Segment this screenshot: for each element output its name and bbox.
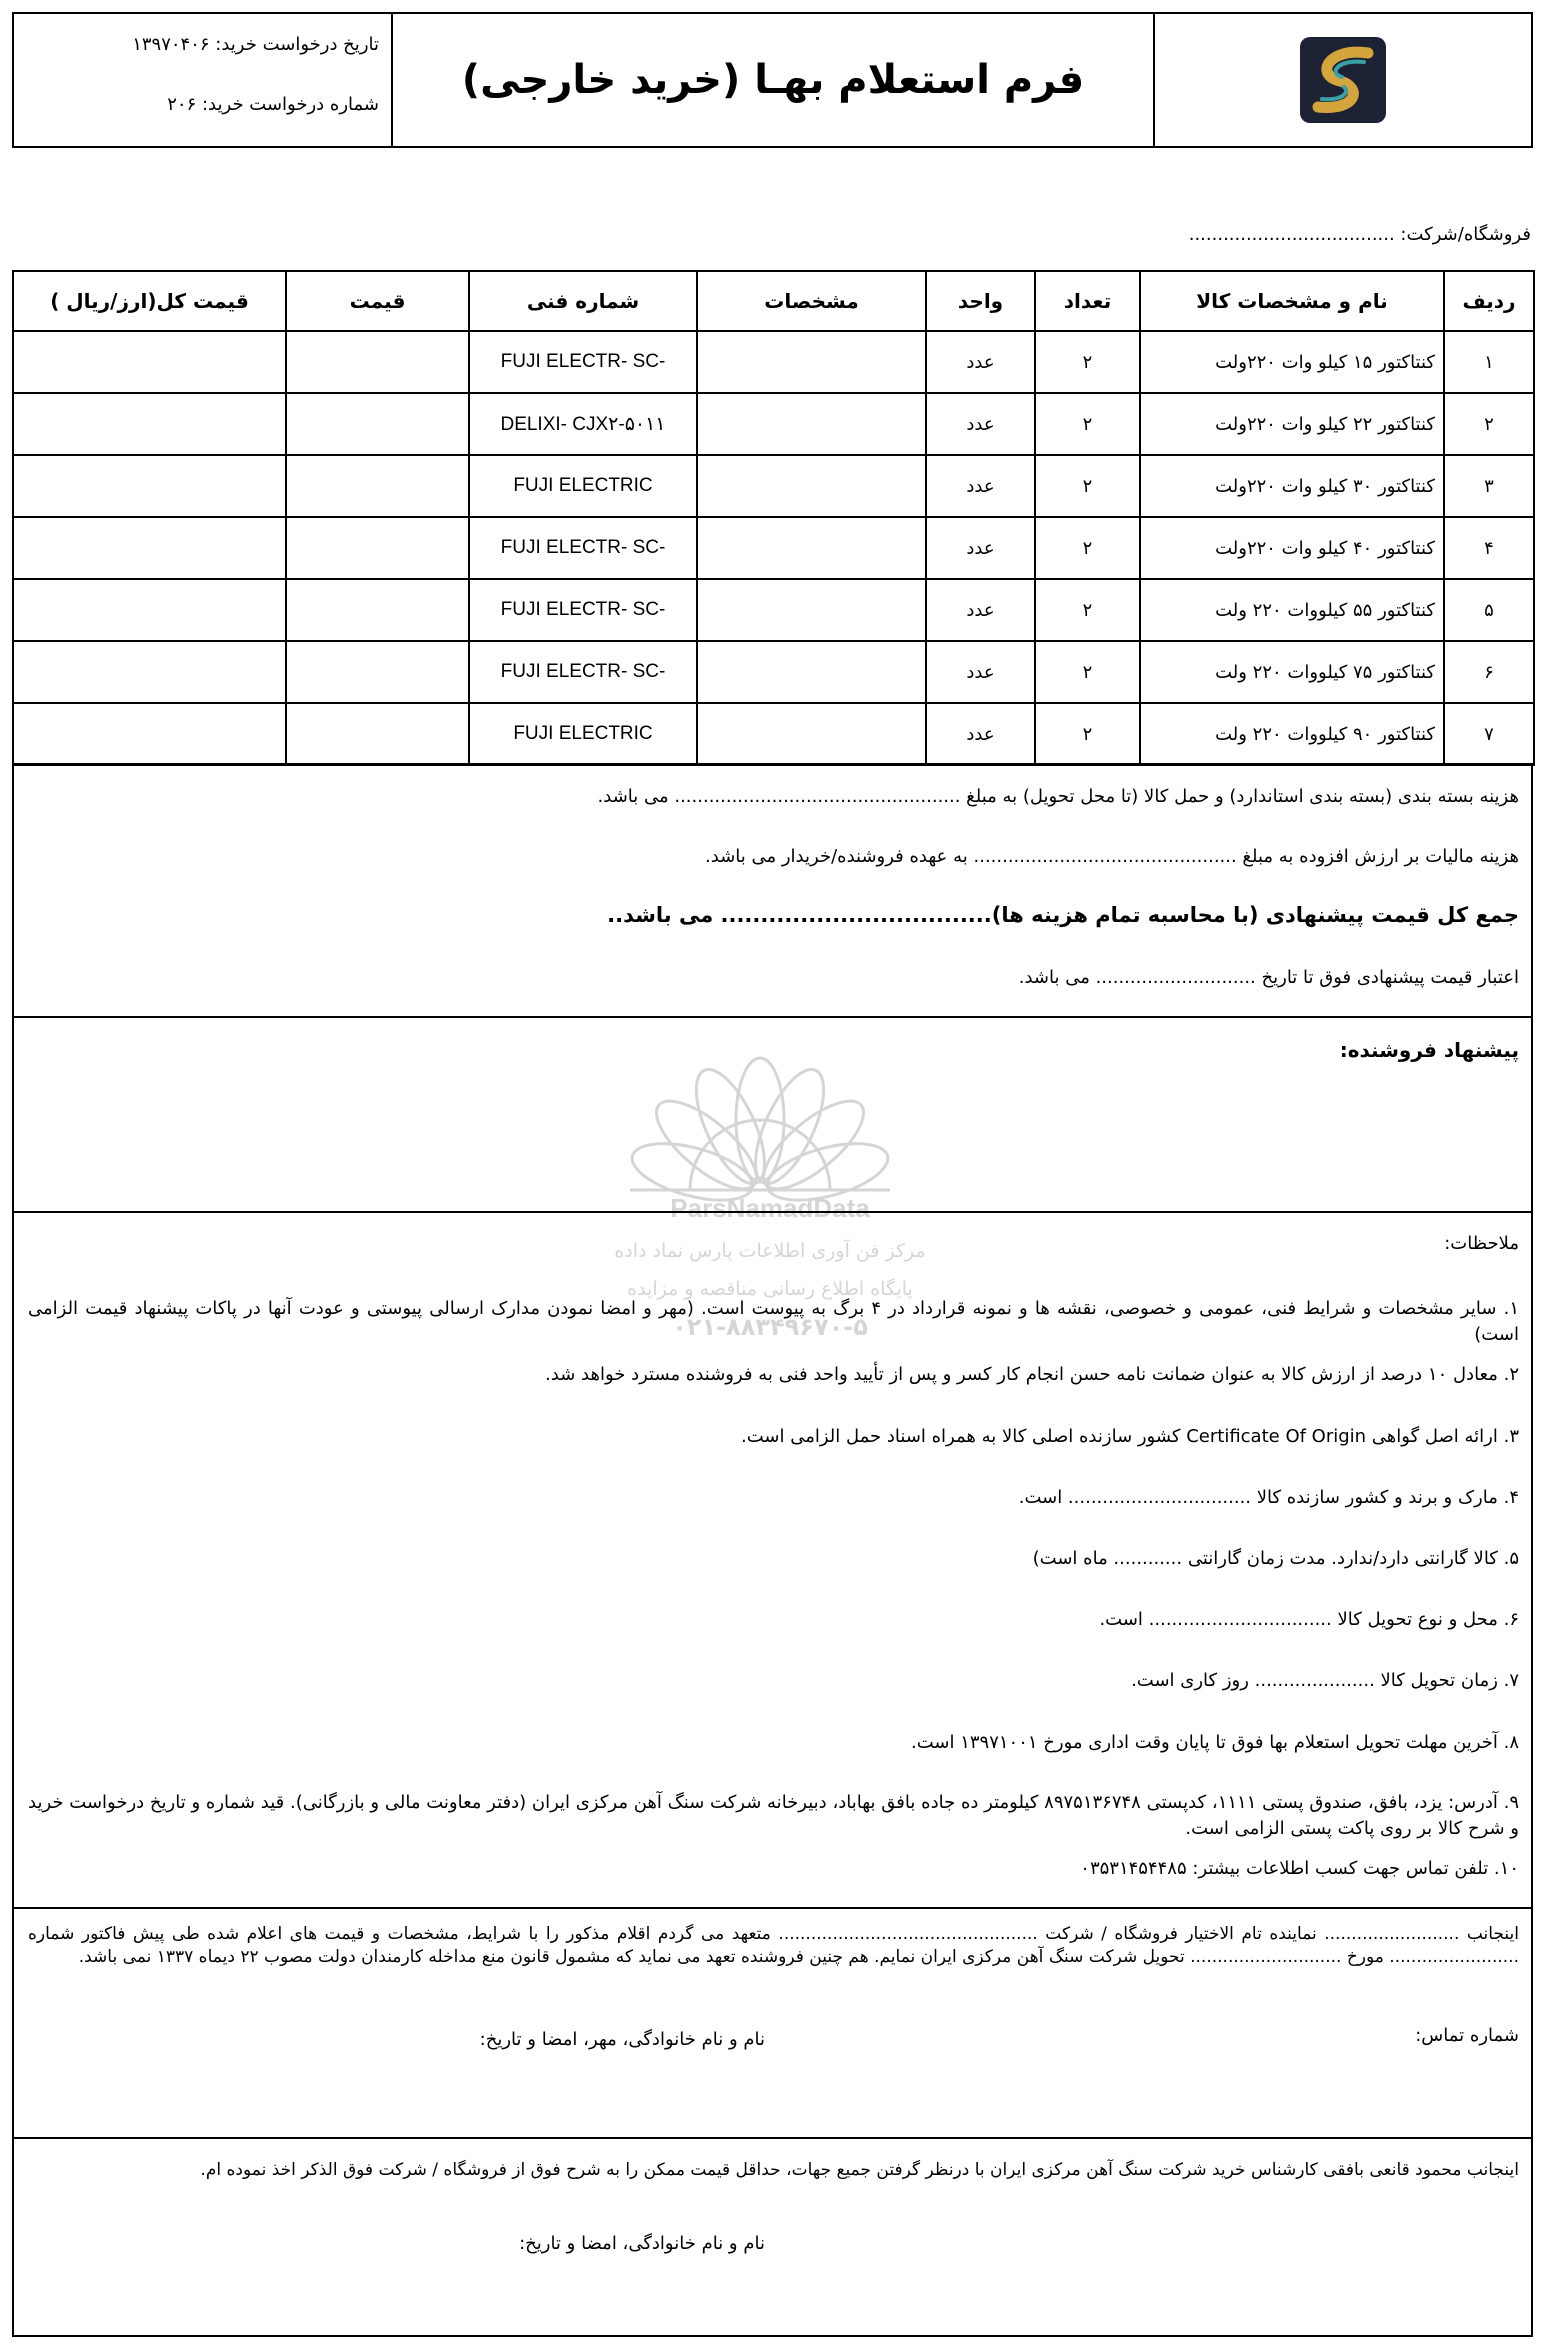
row-number: ۲ bbox=[1444, 393, 1534, 455]
company-logo-icon bbox=[1298, 35, 1388, 125]
item-quantity: ۲ bbox=[1035, 517, 1140, 579]
title-cell bbox=[391, 14, 1153, 146]
column-header-item-name: نام و مشخصات کالا bbox=[1140, 271, 1444, 331]
item-unit: عدد bbox=[926, 641, 1035, 703]
table-row bbox=[13, 579, 1534, 641]
watermark-line-2: پایگاه اطلاع رسانی مناقصه و مزایده bbox=[627, 1278, 913, 1300]
remark-item: ۴. مارک و برند و کشور سازنده کالا ................................ است. bbox=[1018, 1487, 1519, 1508]
item-price bbox=[286, 455, 469, 517]
contact-number-label: شماره تماس: bbox=[1415, 2025, 1519, 2046]
costs-section bbox=[12, 763, 1533, 1018]
total-price-line: جمع کل قیمت پیشنهادی (با محاسبه تمام هزینه ها).................................. می باشد.. bbox=[607, 903, 1519, 927]
column-header-part-number: شماره فنی bbox=[469, 271, 697, 331]
item-quantity: ۲ bbox=[1035, 455, 1140, 517]
item-specs bbox=[697, 517, 926, 579]
item-price bbox=[286, 331, 469, 393]
watermark-phone: ۰۲۱-۸۸۳۴۹۶۷۰-۵ bbox=[672, 1313, 868, 1341]
item-part-number: FUJI ELECTR- SC- bbox=[469, 331, 697, 393]
remarks-list bbox=[28, 1296, 1519, 1882]
item-total-price bbox=[13, 331, 286, 393]
seller-signature-label: نام و نام خانوادگی، مهر، امضا و تاریخ: bbox=[479, 2029, 765, 2050]
expert-signature-label: نام و نام خانوادگی، امضا و تاریخ: bbox=[519, 2233, 765, 2254]
item-name: کنتاکتور ۱۵ کیلو وات ۲۲۰ولت bbox=[1140, 331, 1444, 393]
column-header-quantity: تعداد bbox=[1035, 271, 1140, 331]
item-quantity: ۲ bbox=[1035, 641, 1140, 703]
item-part-number: FUJI ELECTR- SC- bbox=[469, 579, 697, 641]
item-total-price bbox=[13, 393, 286, 455]
seller-offer-label: پیشنهاد فروشنده: bbox=[1339, 1038, 1519, 1062]
item-part-number: FUJI ELECTR- SC- bbox=[469, 641, 697, 703]
seller-commitment-section bbox=[12, 1907, 1533, 2139]
item-price bbox=[286, 641, 469, 703]
item-part-number: FUJI ELECTRIC bbox=[469, 455, 697, 517]
items-table bbox=[12, 270, 1535, 766]
price-validity-line: اعتبار قیمت پیشنهادی فوق تا تاریخ ............................ می باشد. bbox=[1018, 967, 1519, 988]
remarks-title: ملاحظات: bbox=[1444, 1233, 1519, 1254]
row-number: ۳ bbox=[1444, 455, 1534, 517]
row-number: ۷ bbox=[1444, 703, 1534, 765]
packaging-cost-line: هزینه بسته بندی (بسته بندی استاندارد) و حمل کالا (تا محل تحویل) به مبلغ .................................................. می باشد. bbox=[597, 786, 1519, 807]
item-total-price bbox=[13, 455, 286, 517]
purchasing-expert-section bbox=[12, 2137, 1533, 2337]
column-header-total-price: قیمت کل(ارز/ریال ) bbox=[13, 271, 286, 331]
shop-company-line: فروشگاه/شرکت: .................................... bbox=[1188, 224, 1531, 245]
table-row bbox=[13, 641, 1534, 703]
item-total-price bbox=[13, 517, 286, 579]
item-total-price bbox=[13, 703, 286, 765]
item-specs bbox=[697, 579, 926, 641]
item-unit: عدد bbox=[926, 517, 1035, 579]
item-specs bbox=[697, 641, 926, 703]
item-total-price bbox=[13, 641, 286, 703]
table-row bbox=[13, 393, 1534, 455]
remark-item: ۷. زمان تحویل کالا ..................... روز کاری است. bbox=[1131, 1670, 1519, 1691]
column-header-specs: مشخصات bbox=[697, 271, 926, 331]
row-number: ۱ bbox=[1444, 331, 1534, 393]
seller-offer-section bbox=[12, 1016, 1533, 1213]
table-row bbox=[13, 331, 1534, 393]
commitment-text: اینجانب ......................... نماینده تام الاختیار فروشگاه / شرکت ................................................ متعهد می گردم اقلام مذکور را با شرایط، مشخصات و قیمت های اعلام شده طی پیش فاکتور شماره ........................ مورخ ............................ تحویل شرکت سنگ آهن مرکزی ایران نمایم. هم چنین فروشنده تعهد می نماید که مشمول قانون منع مداخله کارمندان دولت مصوب ۲۲ دیماه ۱۳۳۷ نمی باشد. bbox=[28, 1924, 1519, 1967]
request-date: تاریخ درخواست خرید: ۱۳۹۷۰۴۰۶ bbox=[132, 34, 379, 55]
item-part-number: FUJI ELECTRIC bbox=[469, 703, 697, 765]
table-header-row bbox=[13, 271, 1534, 331]
item-unit: عدد bbox=[926, 703, 1035, 765]
item-total-price bbox=[13, 579, 286, 641]
column-header-row-no: ردیف bbox=[1444, 271, 1534, 331]
page-title: فرم استعلام بهـا (خرید خارجی) bbox=[461, 57, 1085, 103]
item-name: کنتاکتور ۷۵ کیلووات ۲۲۰ ولت bbox=[1140, 641, 1444, 703]
item-part-number: DELIXI- CJX۲-۵۰۱۱ bbox=[469, 393, 697, 455]
item-quantity: ۲ bbox=[1035, 703, 1140, 765]
item-name: کنتاکتور ۵۵ کیلووات ۲۲۰ ولت bbox=[1140, 579, 1444, 641]
item-quantity: ۲ bbox=[1035, 393, 1140, 455]
remark-item: ۱. سایر مشخصات و شرایط فنی، عمومی و خصوصی، نقشه ها و نمونه قرارداد در ۴ برگ به پیوست است. (مهر و امضا نمودن مدارک ارسالی پیوستی و عودت آنها در پاکات پیشنهاد قیمت الزامی است) bbox=[28, 1298, 1519, 1345]
column-header-price: قیمت bbox=[286, 271, 469, 331]
remark-item: ۲. معادل ۱۰ درصد از ارزش کالا به عنوان ضمانت نامه حسن انجام کار کسر و پس از تأیید واحد فنی به فروشنده مسترد خواهد شد. bbox=[545, 1364, 1519, 1385]
request-info-cell bbox=[14, 14, 391, 146]
item-specs bbox=[697, 455, 926, 517]
item-quantity: ۲ bbox=[1035, 579, 1140, 641]
item-unit: عدد bbox=[926, 393, 1035, 455]
row-number: ۶ bbox=[1444, 641, 1534, 703]
item-specs bbox=[697, 331, 926, 393]
item-name: کنتاکتور ۳۰ کیلو وات ۲۲۰ولت bbox=[1140, 455, 1444, 517]
vat-cost-line: هزینه مالیات بر ارزش افزوده به مبلغ .............................................. به عهده فروشنده/خریدار می باشد. bbox=[705, 846, 1519, 867]
item-unit: عدد bbox=[926, 455, 1035, 517]
column-header-unit: واحد bbox=[926, 271, 1035, 331]
remark-item: ۸. آخرین مهلت تحویل استعلام بها فوق تا پایان وقت اداری مورخ ۱۳۹۷۱۰۰۱ است. bbox=[911, 1732, 1519, 1753]
item-name: کنتاکتور ۴۰ کیلو وات ۲۲۰ولت bbox=[1140, 517, 1444, 579]
remark-item: ۱۰. تلفن تماس جهت کسب اطلاعات بیشتر: ۰۳۵۳۱۴۵۴۴۸۵ bbox=[1080, 1858, 1519, 1879]
table-row bbox=[13, 517, 1534, 579]
item-specs bbox=[697, 703, 926, 765]
item-name: کنتاکتور ۲۲ کیلو وات ۲۲۰ولت bbox=[1140, 393, 1444, 455]
item-price bbox=[286, 703, 469, 765]
request-number: شماره درخواست خرید: ۲۰۶ bbox=[167, 94, 379, 115]
item-unit: عدد bbox=[926, 331, 1035, 393]
watermark-brand: ParsNamadData bbox=[670, 1193, 870, 1223]
watermark-line-1: مرکز فن آوری اطلاعات پارس نماد داده bbox=[614, 1240, 926, 1262]
item-name: کنتاکتور ۹۰ کیلووات ۲۲۰ ولت bbox=[1140, 703, 1444, 765]
item-price bbox=[286, 579, 469, 641]
logo-cell bbox=[1153, 14, 1531, 146]
row-number: ۵ bbox=[1444, 579, 1534, 641]
remark-item: ۹. آدرس: یزد، بافق، صندوق پستی ۱۱۱۱، کدپستی ۸۹۷۵۱۳۶۷۴۸ کیلومتر ده جاده بافق بهاباد، دبیرخانه شرکت سنگ آهن مرکزی ایران (دفتر معاونت مالی و بازرگانی). قید شماره و تاریخ درخواست خرید و شرح کالا بر روی پاکت پستی الزامی است. bbox=[28, 1792, 1519, 1839]
remarks-section bbox=[12, 1211, 1533, 1909]
remark-item: ۵. کالا گارانتی دارد/ندارد. مدت زمان گارانتی ............ ماه است) bbox=[1032, 1548, 1519, 1569]
item-unit: عدد bbox=[926, 579, 1035, 641]
item-price bbox=[286, 517, 469, 579]
table-row bbox=[13, 455, 1534, 517]
item-price bbox=[286, 393, 469, 455]
expert-statement: اینجانب محمود قانعی بافقی کارشناس خرید شرکت سنگ آهن مرکزی ایران با درنظر گرفتن جمیع جهات، حداقل قیمت ممکن را به شرح فوق از فروشگاه / شرکت فوق الذکر اخذ نموده ام. bbox=[200, 2160, 1519, 2180]
row-number: ۴ bbox=[1444, 517, 1534, 579]
table-row bbox=[13, 703, 1534, 765]
form-header bbox=[12, 12, 1533, 148]
item-quantity: ۲ bbox=[1035, 331, 1140, 393]
item-part-number: FUJI ELECTR- SC- bbox=[469, 517, 697, 579]
remark-item: ۳. ارائه اصل گواهی Certificate Of Origin کشور سازنده اصلی کالا به همراه اسناد حمل الزامی است. bbox=[741, 1426, 1519, 1447]
item-specs bbox=[697, 393, 926, 455]
remark-item: ۶. محل و نوع تحویل کالا ................................ است. bbox=[1099, 1609, 1519, 1630]
